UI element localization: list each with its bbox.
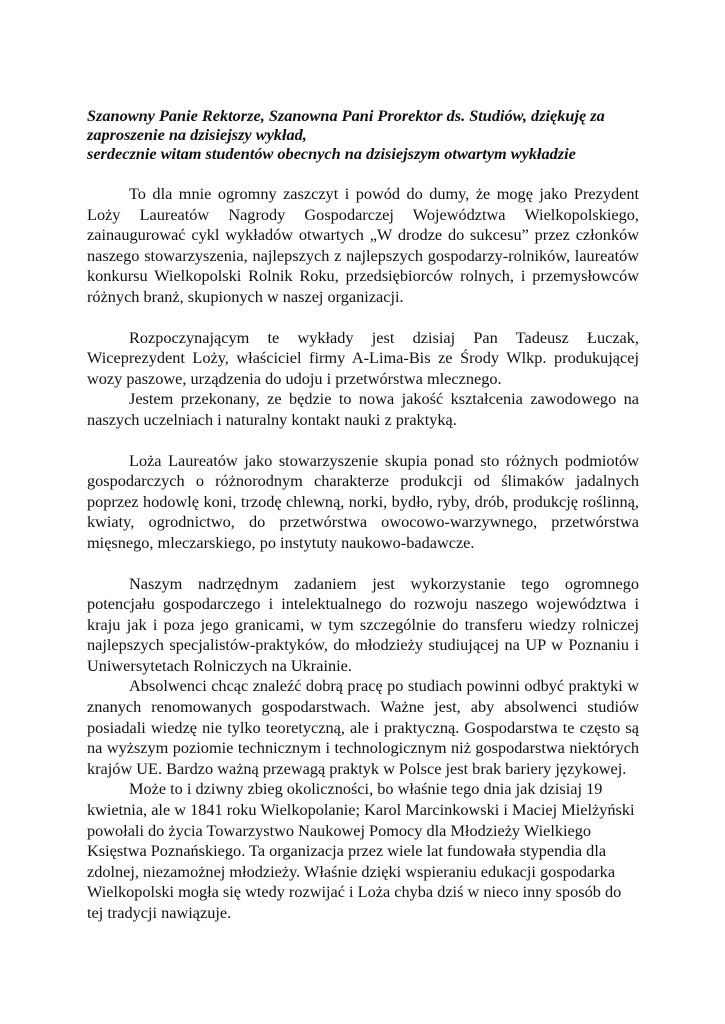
paragraph-1: To dla mnie ogromny zaszczyt i powód do dumy, że mogę jako Prezydent Loży Laureatów Nagrody Gospodarczej Województwa Wielkopolskiego, zainaugurować cykl wykładów otwartych „W drodze do sukcesu” przez członków naszego stowarzyszenia, najlepszych z najlepszych gospodarzy-rolników, laureatów konkursu Wielkopolski Rolnik Roku, przedsiębiorców rolnych, i przemysłowców różnych branż, skupionych w naszej organizacji. [87, 184, 639, 306]
paragraph-5: Naszym nadrzędnym zadaniem jest wykorzystanie tego ogromnego potencjału gospodarczego i intelektualnego do rozwoju naszego województwa i kraju jak i poza jego granicami, w tym szczególnie do transferu wiedzy rolniczej najlepszych specjalistów-praktyków, do młodzieży studiującej na UP w Poznaniu i Uniwersytetach Rolniczych na Ukrainie. [87, 573, 639, 675]
greeting [87, 106, 639, 163]
paragraph-3: Jestem przekonany, ze będzie to nowa jakość kształcenia zawodowego na naszych uczelniach i naturalny kontakt nauki z praktyką. [87, 389, 639, 429]
paragraph-gap [87, 308, 639, 328]
greeting-line-2: serdecznie witam studentów obecnych na dzisiejszym otwartym wykładzie [87, 144, 576, 163]
paragraph-2: Rozpoczynającym te wykłady jest dzisiaj Pan Tadeusz Łuczak, Wiceprezydent Loży, właściciel firmy A-Lima-Bis ze Środy Wlkp. produkującej wozy paszowe, urządzenia do udoju i przetwórstwa mlecznego. [87, 327, 639, 388]
greeting-line-1: Szanowny Panie Rektorze, Szanowna Pani Prorektor ds. Studiów, dziękuję za zaproszenie na dzisiejszy wykład, [87, 106, 605, 144]
paragraph-6: Absolwenci chcąc znaleźć dobrą pracę po studiach powinni odbyć praktyki w znanych renomowanych gospodarstwach. Ważne jest, aby absolwenci studiów posiadali wiedzę nie tylko teoretyczną, ale i praktyczną. Gospodarstwa te często są na wyższym poziomie technicznym i technologicznym niż gospodarstwa niektórych krajów UE. Bardzo ważną przewagą praktyk w Polsce jest brak bariery językowej. [87, 676, 639, 778]
paragraph-gap [87, 554, 639, 574]
paragraph-gap [87, 431, 639, 451]
paragraph-7: Może to i dziwny zbieg okoliczności, bo właśnie tego dnia jak dzisiaj 19 kwietnia, ale w 1841 roku Wielkopolanie; Karol Marcinkowski i Maciej Mielżyński powołali do życia Towarzystwo Naukowej Pomocy dla Młodzieży Wielkiego Księstwa Poznańskiego. Ta organizacja przez wiele lat fundowała stypendia dla zdolnej, niezamożnej młodzieży. Właśnie dzięki wspieraniu edukacji gospodarka Wielkopolski mogła się wtedy rozwijać i Loża chyba dziś w nieco inny sposób do tej tradycji nawiązuje. [87, 779, 635, 922]
paragraph-4: Loża Laureatów jako stowarzyszenie skupia ponad sto różnych podmiotów gospodarczych o różnorodnym charakterze produkcji od ślimaków jadalnych poprzez hodowlę koni, trzodę chlewną, norki, bydło, ryby, drób, produkcję roślinną, kwiaty, ogrodnictwo, do przetwórstwa owocowo-warzywnego, przetwórstwa mięsnego, mleczarskiego, po instytuty naukowo-badawcze. [87, 450, 639, 552]
document-page [87, 106, 639, 924]
